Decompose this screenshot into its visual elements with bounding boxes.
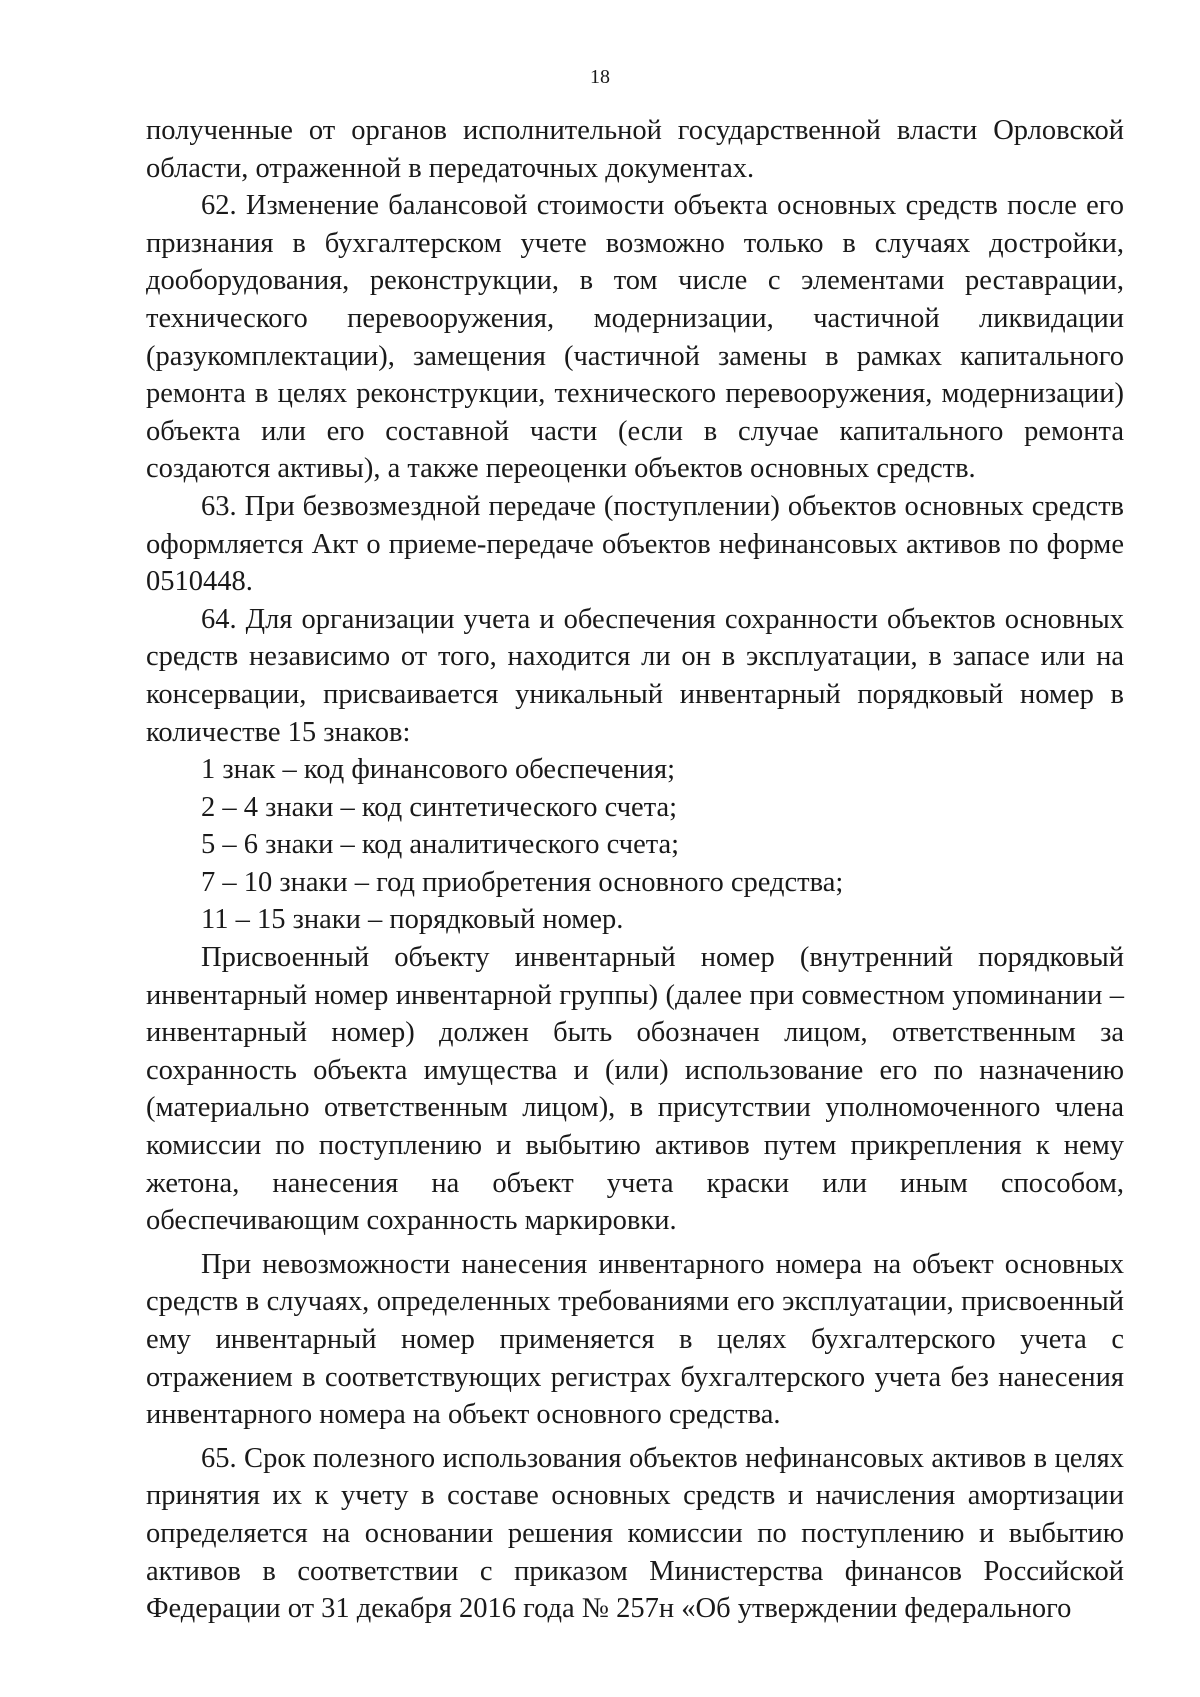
- list-item-signs-11-15: 11 – 15 знаки – порядковый номер.: [201, 904, 624, 936]
- document-body: [146, 112, 1124, 1628]
- paragraph-63: 63. При безвозмездной передаче (поступлении) объектов основных средств оформляется Акт о приеме-передаче объектов нефинансовых активов по форме 0510448.: [146, 490, 1124, 598]
- list-item-signs-2-4: 2 – 4 знаки – код синтетического счета;: [201, 791, 678, 823]
- list-item-signs-5-6: 5 – 6 знаки – код аналитического счета;: [201, 829, 680, 861]
- list-item-sign-1: 1 знак – код финансового обеспечения;: [201, 754, 676, 786]
- paragraph-continuation: полученные от органов исполнительной государственной власти Орловской области, отраженной в передаточных документах.: [146, 115, 1124, 184]
- paragraph-impossibility: При невозможности нанесения инвентарного номера на объект основных средств в случаях, определенных требованиями его эксплуатации, присвоенный ему инвентарный номер применяется в целях бухгалтерского учета с отражением в соответствующих регистрах бухгалтерского учета без нанесения инвентарного номера на объект основного средства.: [146, 1248, 1124, 1431]
- page-number: 18: [590, 66, 610, 88]
- paragraph-62: 62. Изменение балансовой стоимости объекта основных средств после его признания в бухгалтерском учете возможно только в случаях достройки, дооборудования, реконструкции, в том числе с элементами реставрации, технического перевооружения, модернизации, частичной ликвидации (разукомплектации), замещения (частичной замены в рамках капитального ремонта в целях реконструкции, технического перевооружения, модернизации) объекта или его составной части (если в случае капитального ремонта создаются активы), а также переоценки объектов основных средств.: [146, 190, 1124, 485]
- paragraph-inventory-number: Присвоенный объекту инвентарный номер (внутренний порядковый инвентарный номер инвентарной группы) (далее при совместном упоминании – инвентарный номер) должен быть обозначен лицом, ответственным за сохранность объекта имущества и (или) использование его по назначению (материально ответственным лицом), в присутствии уполномоченного члена комиссии по поступлению и выбытию активов путем прикрепления к нему жетона, нанесения на объект учета краски или иным способом, обеспечивающим сохранность маркировки.: [146, 942, 1124, 1237]
- list-item-signs-7-10: 7 – 10 знаки – год приобретения основного средства;: [201, 866, 844, 898]
- paragraph-64: 64. Для организации учета и обеспечения сохранности объектов основных средств независимо от того, находится ли он в эксплуатации, в запасе или на консервации, присваивается уникальный инвентарный порядковый номер в количестве 15 знаков:: [146, 603, 1124, 748]
- paragraph-65: 65. Срок полезного использования объектов нефинансовых активов в целях принятия их к учету в составе основных средств и начисления амортизации определяется на основании решения комиссии по поступлению и выбытию активов в соответствии с приказом Министерства финансов Российской Федерации от 31 декабря 2016 года № 257н «Об утверждении федерального: [146, 1442, 1124, 1625]
